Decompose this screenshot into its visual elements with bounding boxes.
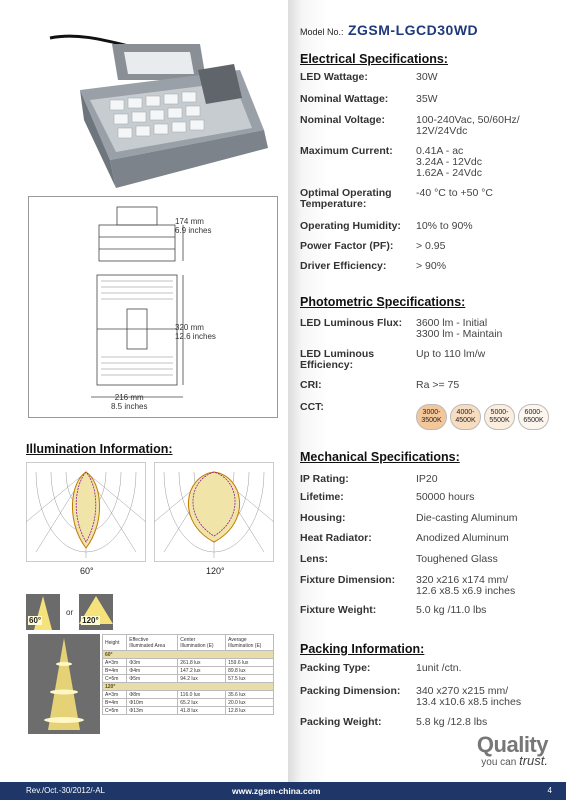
spec-value: 35W [416,93,438,105]
spec-label: Packing Dimension: [300,685,401,697]
illumination-table-cell: Φ10m [127,699,178,707]
footer-website[interactable]: www.zgsm-china.com [232,786,321,796]
illumination-group-row [103,683,274,691]
spec-value: 5.0 kg /11.0 lbs [416,604,487,616]
spec-value: 340 x270 x215 mm/ 13.4 x10.6 x8.5 inches [416,685,522,708]
spec-label: Fixture Weight: [300,604,377,616]
spec-label: Power Factor (PF): [300,240,394,252]
illumination-cone-graphic [28,634,100,734]
polar-label-60: 60° [80,566,94,576]
illumination-table-cell: C=5m [103,707,127,715]
spec-value: > 0.95 [416,240,446,252]
illumination-table-area [28,634,274,734]
illumination-table-row [103,707,274,715]
spec-value: 320 x216 x174 mm/ 12.6 x8.5 x6.9 inches [416,574,516,597]
dimension-drawing [28,196,278,418]
product-photo [20,20,282,190]
illumination-table-cell: 159.6 lux [226,659,274,667]
spec-value: > 90% [416,260,447,272]
illumination-table-cell: C=5m [103,675,127,683]
height-dimension: 174 mm 6.9 inches [175,217,212,235]
illumination-table-cell: Φ13m [127,707,178,715]
illumination-group-label: 60° [103,651,274,659]
spec-label: IP Rating: [300,473,349,485]
spec-value: -40 °C to +50 °C [416,187,493,199]
width-dimension: 216 mm 8.5 inches [111,393,148,411]
illumination-table-cell: 116.0 lux [178,691,226,699]
spec-label: Packing Type: [300,662,371,674]
spec-value: IP20 [416,473,438,485]
polar-diagram-120 [154,462,274,562]
illumination-table-cell: Φ8m [127,691,178,699]
model-value: ZGSM-LGCD30WD [347,22,479,38]
illumination-table-row [103,691,274,699]
length-dimension: 320 mm 12.6 inches [175,323,216,341]
spec-label: LED Luminous Flux: [300,317,403,329]
cct-badge: 5000- 5500K [484,404,515,430]
footer-page-number: 4 [547,786,552,795]
quality-small-text: you can [481,757,517,768]
spec-value: Up to 110 lm/w [416,348,486,360]
spec-label: Optimal Operating Temperature: [300,187,392,210]
spec-label: CRI: [300,379,322,391]
quality-logo [477,734,548,768]
header-center: Center Illumination (E) [178,635,226,651]
illumination-table-cell: 12.8 lux [226,707,274,715]
packing-section-title: Packing Information: [300,642,425,656]
illumination-table-cell: 20.0 lux [226,699,274,707]
polar-label-120: 120° [206,566,225,576]
spec-value: 3600 lm - Initial 3300 lm - Maintain [416,317,503,340]
footer-revision: Rev./Oct.-30/2012/-AL [26,786,105,795]
photometric-section-title: Photometric Specifications: [300,295,466,309]
spec-label: Driver Efficiency: [300,260,387,272]
spec-value: 50000 hours [416,491,475,503]
model-number [300,22,478,40]
beam-60-icon [26,594,60,630]
beam-or-text: or [66,607,74,617]
illumination-table-cell: 35.6 lux [226,691,274,699]
spec-label: Packing Weight: [300,716,382,728]
spec-label: Heat Radiator: [300,532,372,544]
illumination-group-label: 120° [103,683,274,691]
spec-value: Toughened Glass [416,553,498,565]
spec-value: Anodized Aluminum [416,532,509,544]
illumination-table-cell: Φ5m [127,675,178,683]
spec-value: 5.8 kg /12.8 lbs [416,716,488,728]
illumination-table-cell: 261.8 lux [178,659,226,667]
quality-word: Quality [476,732,548,757]
header-average: Average Illumination (E) [226,635,274,651]
spec-value: 1unit /ctn. [416,662,462,674]
header-area: Effective Illuminated Area [127,635,178,651]
illumination-table-cell: B=4m [103,667,127,675]
spec-label: Nominal Voltage: [300,114,385,126]
spec-label: Lens: [300,553,329,565]
illumination-table-cell: A=3m [103,659,127,667]
illumination-table-header [103,635,274,651]
illumination-table-cell: Φ4m [127,667,178,675]
beam-120-label: 120° [82,616,99,625]
model-label: Model No.: [300,27,344,37]
cct-badge: 4000- 4500K [450,404,481,430]
spec-value: Ra >= 75 [416,379,460,391]
quality-tagline [477,753,548,768]
illumination-table-cell: 65.2 lux [178,699,226,707]
spec-label: LED Wattage: [300,71,368,83]
illumination-table-row [103,699,274,707]
spec-value: 30W [416,71,438,83]
spec-label: Operating Humidity: [300,220,401,232]
illumination-table-cell: 147.2 lux [178,667,226,675]
spec-label: LED Luminous Efficiency: [300,348,375,371]
beam-angle-icons [26,594,113,630]
spec-value: 0.41A - ac 3.24A - 12Vdc 1.62A - 24Vdc [416,145,482,179]
illumination-table-cell: 41.8 lux [178,707,226,715]
spec-label: Maximum Current: [300,145,393,157]
quality-trust-text: trust. [519,753,548,768]
spec-value: Die-casting Aluminum [416,512,518,524]
electrical-section-title: Electrical Specifications: [300,52,448,66]
illumination-table [102,634,274,715]
footer-bar [0,782,566,800]
spec-label: Housing: [300,512,346,524]
illumination-table-cell: 94.2 lux [178,675,226,683]
spec-value: 100-240Vac, 50/60Hz/ 12V/24Vdc [416,114,520,137]
spec-label: Lifetime: [300,491,344,503]
cct-badge: 6000- 6500K [518,404,549,430]
illumination-title: Illumination Information: [26,442,173,456]
mechanical-section-title: Mechanical Specifications: [300,450,460,464]
beam-60-label: 60° [29,616,42,625]
illumination-table-row [103,675,274,683]
cct-badge: 3000- 3500K [416,404,447,430]
illumination-group-row [103,651,274,659]
cct-badges [416,404,549,430]
spec-label: Nominal Wattage: [300,93,389,105]
illumination-table-row [103,667,274,675]
beam-120-icon [79,594,113,630]
illumination-table-row [103,659,274,667]
spec-value: 10% to 90% [416,220,473,232]
illumination-table-cell: B=4m [103,699,127,707]
dimension-sketch [29,197,277,417]
illumination-table-cell: Φ3m [127,659,178,667]
illumination-table-cell: 57.5 lux [226,675,274,683]
illumination-table-cell: A=3m [103,691,127,699]
illumination-table-cell: 89.8 lux [226,667,274,675]
spec-label: CCT: [300,401,324,413]
polar-diagram-60 [26,462,146,562]
spec-label: Fixture Dimension: [300,574,396,586]
header-height: Height [103,635,127,651]
